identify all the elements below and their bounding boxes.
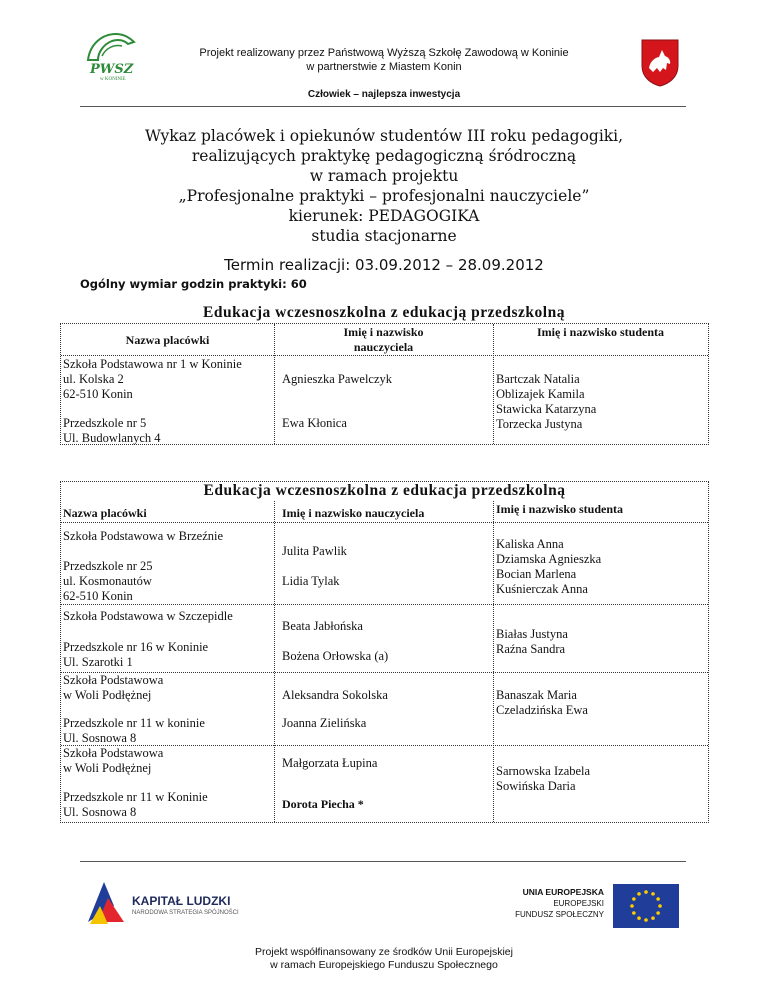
table2-g4-teacher2: Dorota Piecha * — [282, 797, 364, 811]
table2-g3-student-1: Banaszak Maria — [496, 688, 577, 702]
table1 — [60, 323, 709, 445]
kapital-ludzki-emblem-icon — [84, 876, 128, 926]
eu-star-icon — [656, 897, 660, 901]
title-line-5: kierunek: PEDAGOGIKA — [288, 207, 480, 225]
table1-student-3: Stawicka Katarzyna — [496, 402, 597, 416]
table2-header-teacher: Imię i nazwisko nauczyciela — [282, 506, 425, 520]
table2-col-rule-1 — [274, 501, 275, 822]
table2-g2-school1: Szkoła Podstawowa w Szczepidle — [63, 609, 233, 623]
table2-g1-teacher1: Julita Pawlik — [282, 544, 347, 558]
table2-g4-student-2: Sowińska Daria — [496, 779, 576, 793]
table2-g4-school2-line2: Ul. Sosnowa 8 — [63, 805, 137, 819]
crest-shield-icon — [640, 38, 680, 88]
pwsz-logo — [80, 26, 142, 84]
eu-star-icon — [637, 916, 641, 920]
table2-g1-school2-line3: 62-510 Konin — [63, 589, 133, 603]
table2-g3-school1-line2: w Woli Podłężnej — [63, 688, 152, 702]
table2-g3-school2-line1: Przedszkole nr 11 w koninie — [63, 716, 205, 730]
title-line-4: „Profesjonalne praktyki – profesjonalni nauczyciele” — [178, 187, 590, 205]
header-motto: Człowiek – najlepsza inwestycja — [307, 89, 461, 100]
table2-g4-school1-line1: Szkoła Podstawowa — [63, 746, 164, 760]
eu-flag-icon — [613, 884, 679, 928]
eu-star-icon — [644, 918, 648, 922]
term: Termin realizacji: 03.09.2012 – 28.09.2012 — [224, 256, 544, 274]
table2-g4-school1-line2: w Woli Podłężnej — [63, 761, 152, 775]
eu-star-icon — [630, 904, 634, 908]
table2-g1-student-3: Bocian Marlena — [496, 567, 577, 581]
kl-subtitle: NARODOWA STRATEGIA SPÓJNOŚCI — [132, 910, 239, 916]
table1-title-wrap — [60, 304, 708, 322]
pwsz-logo-subtext: w KONINIE — [100, 77, 126, 82]
header-line-2: w partnerstwie z Miastem Konin — [306, 61, 462, 73]
table2-g2-school2-line2: Ul. Szarotki 1 — [63, 655, 133, 669]
title-line-3: w ramach projektu — [309, 167, 459, 185]
footer-rule — [80, 861, 686, 862]
header-rule — [80, 106, 686, 107]
pwsz-logo-text: PWSZ — [90, 62, 134, 77]
table2-g2-student-2: Raźna Sandra — [496, 642, 566, 656]
table2-g1-teacher2: Lidia Tylak — [282, 574, 340, 588]
table1-school1-line1: Szkoła Podstawowa nr 1 w Koninie — [63, 357, 242, 371]
title-line-2: realizujących praktykę pedagogiczną śródroczną — [191, 147, 577, 165]
table2-row-rule-1 — [61, 604, 708, 605]
table2-g4-student-1: Sarnowska Izabela — [496, 764, 591, 778]
eu-flag — [613, 884, 679, 928]
table2-col-rule-2 — [493, 501, 494, 822]
table1-student-1: Bartczak Natalia — [496, 372, 580, 386]
table2-g1-student-1: Kaliska Anna — [496, 537, 564, 551]
table1-header-facility: Nazwa placówki — [125, 333, 210, 347]
kl-title: KAPITAŁ LUDZKI — [132, 894, 231, 908]
table2-g2-teacher1: Beata Jabłońska — [282, 619, 363, 633]
table1-student-4: Torzecka Justyna — [496, 417, 583, 431]
title-line-6: studia stacjonarne — [311, 227, 457, 245]
table2-header-student: Imię i nazwisko studenta — [496, 502, 624, 516]
eu-star-icon — [637, 892, 641, 896]
table1-header-teacher-2: nauczyciela — [353, 340, 414, 354]
eu-star-icon — [644, 890, 648, 894]
table2-g2-student-1: Białas Justyna — [496, 627, 568, 641]
eu-star-icon — [651, 892, 655, 896]
table2-g3-student-2: Czeladzińska Ewa — [496, 703, 588, 717]
table1-header-student: Imię i nazwisko studenta — [536, 325, 664, 339]
table2-g2-school2-line1: Przedszkole nr 16 w Koninie — [63, 640, 209, 654]
table2-g3-teacher2: Joanna Zielińska — [282, 716, 367, 730]
hours: Ogólny wymiar godzin praktyki: 60 — [80, 277, 307, 291]
eu-star-icon — [651, 916, 655, 920]
table2-g1-student-4: Kuśnierczak Anna — [496, 582, 588, 596]
table2-g2-teacher2: Bożena Orłowska (a) — [282, 649, 389, 663]
eu-star-icon — [632, 897, 636, 901]
table1-title: Edukacja wczesnoszkolna z edukacją przedszkolną — [203, 304, 565, 321]
table1-header-rule — [61, 355, 708, 356]
table2-title: Edukacja wczesnoszkolna z edukacja przedszkolną — [203, 482, 566, 499]
table2-g1-school1: Szkoła Podstawowa w Brzeźnie — [63, 529, 224, 543]
table2-g3-teacher1: Aleksandra Sokolska — [282, 688, 388, 702]
table1-teacher2: Ewa Kłonica — [282, 416, 347, 430]
title-line-1: Wykaz placówek i opiekunów studentów III roku pedagogiki, — [144, 127, 624, 145]
table2-g4-school2-line1: Przedszkole nr 11 w Koninie — [63, 790, 208, 804]
header-line-1: Projekt realizowany przez Państwową Wyższą Szkołę Zawodową w Koninie — [199, 47, 569, 59]
table1-school2-line1: Przedszkole nr 5 — [63, 416, 147, 430]
table2-g4-teacher1: Małgorzata Łupina — [282, 756, 378, 770]
table1-col-rule-2 — [493, 324, 494, 444]
table2-g1-student-2: Dziamska Agnieszka — [496, 552, 602, 566]
table2-g3-school1-line1: Szkoła Podstawowa — [63, 673, 164, 687]
table1-teacher1: Agnieszka Pawelczyk — [282, 372, 393, 386]
wielkopolska-crest — [640, 38, 680, 88]
table2-g1-school2-line1: Przedszkole nr 25 — [63, 559, 153, 573]
eu-line-2: EUROPEJSKI — [553, 899, 604, 908]
table2-header-rule — [61, 522, 708, 523]
table1-school1-line2: ul. Kolska 2 — [63, 372, 124, 386]
eu-star-icon — [658, 904, 662, 908]
eu-line-3: FUNDUSZ SPOŁECZNY — [515, 910, 604, 919]
eu-star-icon — [656, 911, 660, 915]
table1-student-2: Oblizajek Kamila — [496, 387, 585, 401]
kapital-ludzki-logo — [84, 876, 254, 936]
table1-school2-line2: Ul. Budowlanych 4 — [63, 431, 161, 445]
table1-header-teacher-1: Imię i nazwisko — [343, 325, 424, 339]
table2-g1-school2-line2: ul. Kosmonautów — [63, 574, 152, 588]
footer-line-2: w ramach Europejskiego Funduszu Społecznego — [270, 959, 498, 971]
table1-school1-line3: 62-510 Konin — [63, 387, 133, 401]
table2 — [60, 481, 709, 823]
table2-g3-school2-line2: Ul. Sosnowa 8 — [63, 731, 137, 745]
eu-star-icon — [632, 911, 636, 915]
eu-line-1: UNIA EUROPEJSKA — [522, 887, 604, 897]
table2-header-facility: Nazwa placówki — [63, 506, 147, 520]
footer-line-1: Projekt współfinansowany ze środków Unii Europejskiej — [255, 946, 513, 958]
